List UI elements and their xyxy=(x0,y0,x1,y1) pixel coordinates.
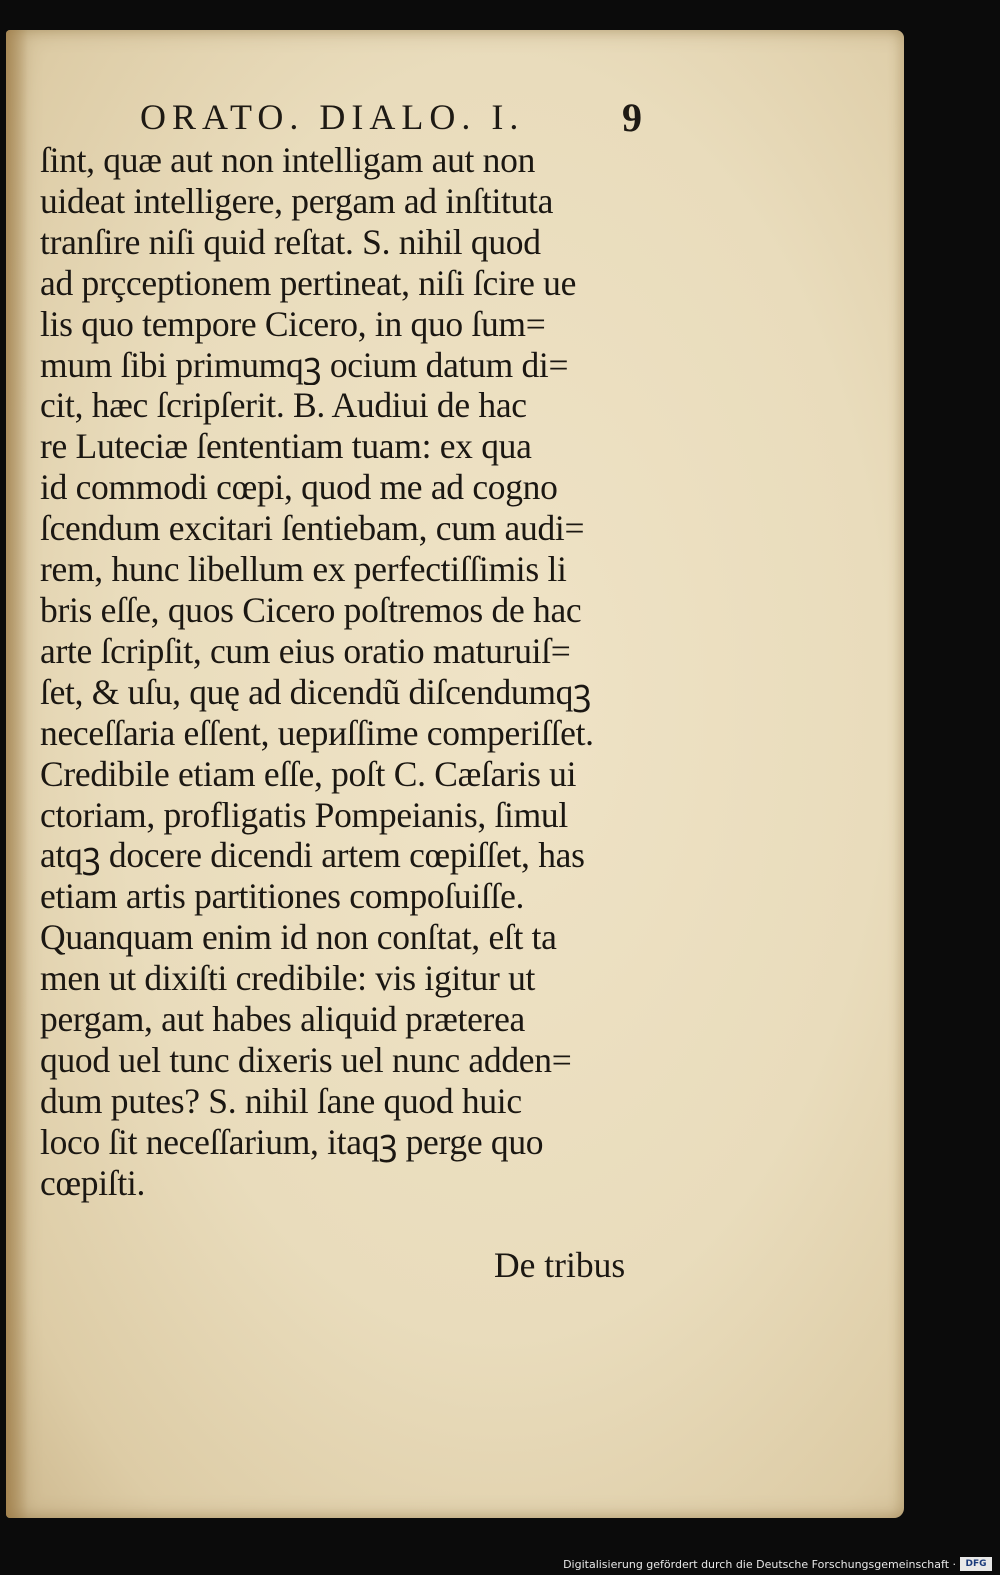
body-text xyxy=(40,140,660,1204)
text-line: mum ſibi primumqꝫ ocium datum di= xyxy=(40,344,569,385)
funding-credit: Digitalisierung gefördert durch die Deutsche Forschungsgemeinschaft · xyxy=(563,1558,956,1571)
text-line: pergam, aut habes aliquid præterea xyxy=(40,999,525,1040)
text-line: quod uel tunc dixeris uel nunc adden= xyxy=(40,1039,572,1080)
text-line: lis quo tempore Cicero, in quo ſum= xyxy=(40,303,546,344)
text-line: ſint, quæ aut non intelligam aut non xyxy=(40,140,536,180)
text-line: arte ſcripſit, cum eius oratio maturuiſ= xyxy=(40,630,571,671)
text-line: rem, hunc libellum ex perfectiſſimis li xyxy=(40,549,567,590)
text-line: Quanquam enim id non conſtat, eſt ta xyxy=(40,917,557,958)
text-line: dum putes? S. nihil ſane quod huic xyxy=(40,1080,522,1121)
running-head: ORATO. DIALO. I. xyxy=(140,97,525,137)
page-gutter-shadow xyxy=(6,30,28,1518)
text-line: etiam artis partitiones compoſuiſſe. xyxy=(40,876,525,917)
text-line: cit, hæc ſcripſerit. B. Audiui de hac xyxy=(40,385,527,426)
text-line: loco ſit neceſſarium, itaqꝫ perge quo xyxy=(40,1121,544,1162)
text-line: id commodi cœpi, quod me ad cogno xyxy=(40,467,558,508)
text-line: cœpiſti. xyxy=(40,1162,146,1203)
text-line: atqꝫ docere dicendi artem cœpiſſet, has xyxy=(40,835,585,876)
text-line: ad prçceptionem pertineat, niſi ſcire ue xyxy=(40,262,577,303)
text-line: Credibile etiam eſſe, poſt C. Cæſaris ui xyxy=(40,753,577,794)
text-line: neceſſaria eſſent, uериſſime comperiſſet. xyxy=(40,712,594,753)
text-line: men ut dixiſti credibile: vis igitur ut xyxy=(40,958,536,999)
page-number: 9 xyxy=(622,95,642,140)
text-line: tranſire niſi quid reſtat. S. nihil quod xyxy=(40,221,541,262)
text-line: bris eſſe, quos Cicero poſtremos de hac xyxy=(40,589,582,630)
text-line: uideat intelligere, pergam ad inſtituta xyxy=(40,180,554,221)
catchword: De tribus xyxy=(494,1245,626,1285)
footer-bar xyxy=(0,1553,1000,1575)
text-line: ſcendum excitari ſentiebam, cum audi= xyxy=(40,508,585,549)
text-line: ſet, & uſu, quę ad dicendũ diſcendumqꝫ xyxy=(40,671,591,712)
text-line: re Luteciæ ſententiam tuam: ex qua xyxy=(40,426,532,467)
dfg-logo: DFG xyxy=(960,1557,992,1571)
text-line: ctoriam, profligatis Pompeianis, ſimul xyxy=(40,794,568,835)
